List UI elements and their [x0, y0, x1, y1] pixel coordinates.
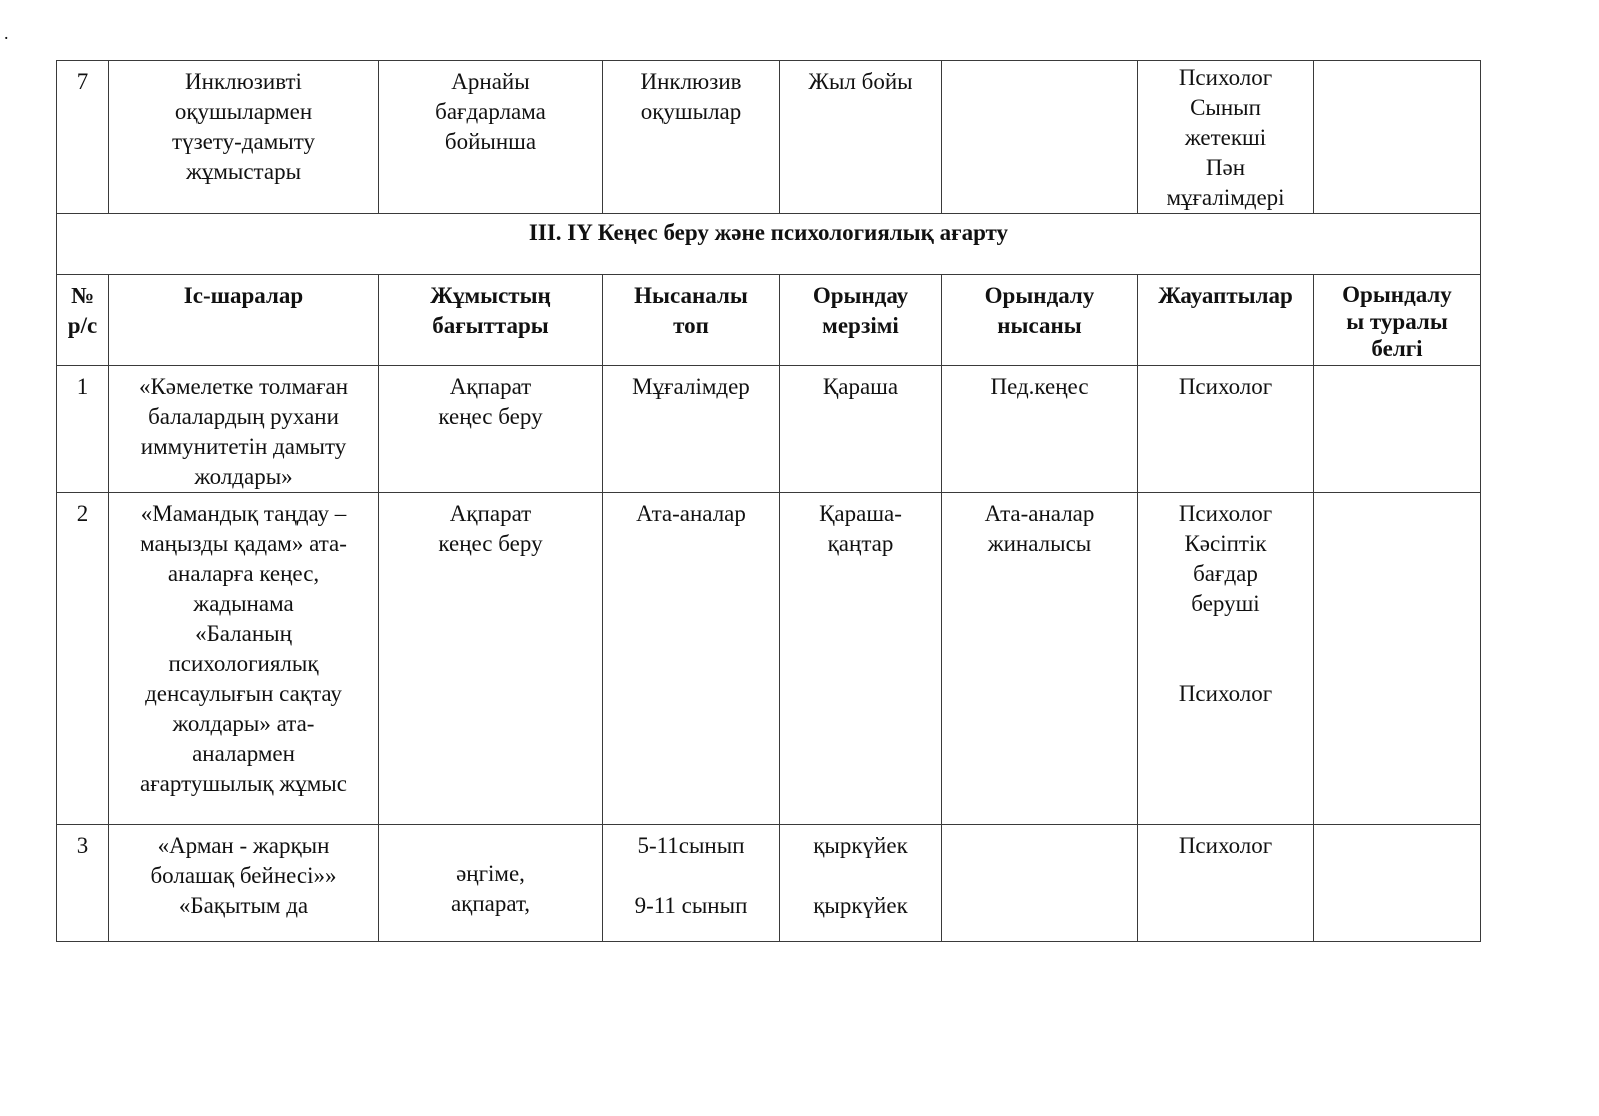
cell-target — [603, 825, 780, 942]
cell-target: Мұғалімдер — [603, 366, 780, 493]
cell-direction: Ақпарат кеңес беру — [379, 366, 603, 493]
page-mark: . — [4, 23, 9, 43]
cell-form — [942, 825, 1138, 942]
cell-term: Қараша- қаңтар — [780, 493, 942, 825]
cell-num: 3 — [57, 825, 109, 942]
cell-mark — [1314, 366, 1481, 493]
cell-num: 1 — [57, 366, 109, 493]
responsible-secondary: Психолог — [1178, 681, 1273, 706]
section-title: III. IY Кеңес беру және психологиялық ағарту — [57, 214, 1481, 275]
cell-term — [780, 825, 942, 942]
header-mark: Орындалу ы туралы белгі — [1314, 275, 1481, 366]
section-header-row — [57, 214, 1481, 275]
cell-mark — [1314, 61, 1481, 214]
cell-activity: «Арман - жарқын болашақ бейнесі»» «Бақытым да — [109, 825, 379, 942]
cell-form: Ата-аналар жиналысы — [942, 493, 1138, 825]
table-row-7 — [57, 61, 1481, 214]
plan-table — [56, 60, 1481, 942]
table-row-2 — [57, 493, 1481, 825]
target-first: 5-11сынып — [637, 833, 745, 858]
table-row-3 — [57, 825, 1481, 942]
cell-target: Инклюзив оқушылар — [603, 61, 780, 214]
cell-term: Қараша — [780, 366, 942, 493]
responsible-primary: Психолог Кәсіптік бағдар беруші — [1178, 501, 1273, 616]
header-activity: Іс-шаралар — [109, 275, 379, 366]
column-header-row — [57, 275, 1481, 366]
cell-direction: Ақпарат кеңес беру — [379, 493, 603, 825]
table-row-1 — [57, 366, 1481, 493]
target-second: 9-11 сынып — [634, 893, 748, 918]
header-direction: Жұмыстың бағыттары — [379, 275, 603, 366]
term-second: қыркүйек — [813, 893, 908, 918]
cell-direction: Арнайы бағдарлама бойынша — [379, 61, 603, 214]
cell-responsible — [1138, 493, 1314, 825]
cell-form: Пед.кеңес — [942, 366, 1138, 493]
cell-mark — [1314, 825, 1481, 942]
cell-form — [942, 61, 1138, 214]
cell-num: 2 — [57, 493, 109, 825]
cell-responsible: Психолог Сынып жетекші Пән мұғалімдері — [1138, 61, 1314, 214]
cell-target: Ата-аналар — [603, 493, 780, 825]
cell-responsible: Психолог — [1138, 366, 1314, 493]
cell-term: Жыл бойы — [780, 61, 942, 214]
cell-num: 7 — [57, 61, 109, 214]
cell-direction: әңгіме, ақпарат, — [379, 825, 603, 942]
cell-mark — [1314, 493, 1481, 825]
cell-activity: «Мамандық таңдау – маңызды қадам» ата- аналарға кеңес, жадынама «Баланың психологиялық денсаулығын сақтау жолдары» ата- аналармен ағартушылық жұмыс — [109, 493, 379, 825]
cell-responsible: Психолог — [1138, 825, 1314, 942]
header-term: Орындау мерзімі — [780, 275, 942, 366]
header-form: Орындалу нысаны — [942, 275, 1138, 366]
header-num: № р/с — [57, 275, 109, 366]
cell-activity: «Кәмелетке толмаған балалардың рухани иммунитетін дамыту жолдары» — [109, 366, 379, 493]
header-responsible: Жауаптылар — [1138, 275, 1314, 366]
cell-activity: Инклюзивті оқушылармен түзету-дамыту жұмыстары — [109, 61, 379, 214]
header-target: Нысаналы топ — [603, 275, 780, 366]
term-first: қыркүйек — [813, 833, 908, 858]
